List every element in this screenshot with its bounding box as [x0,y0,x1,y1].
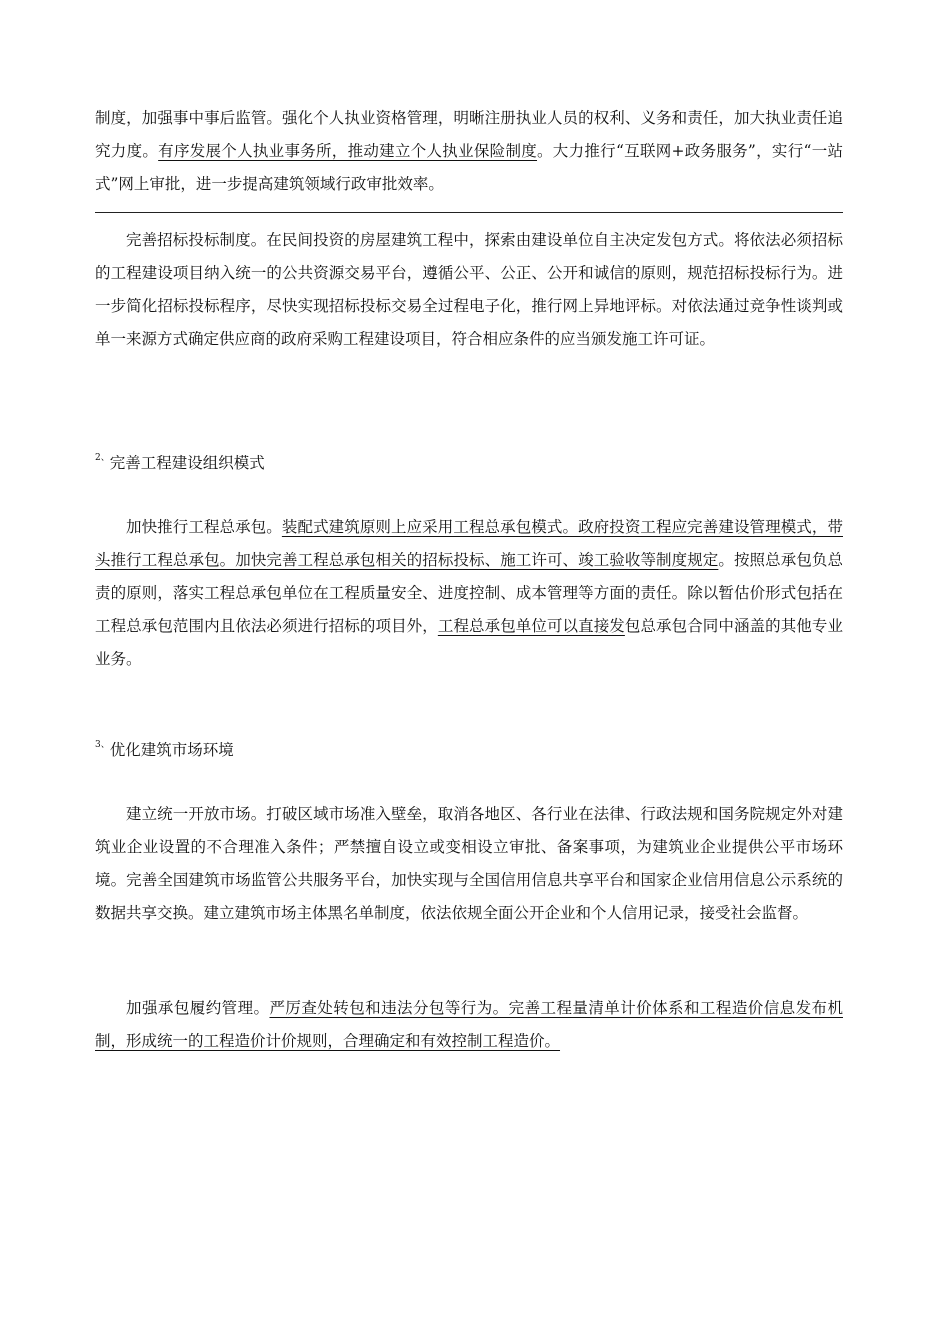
paragraph-open-market: 建立统一开放市场。打破区域市场准入壁垒，取消各地区、各行业在法律、行政法规和国务院规定外对建筑业企业设置的不合理准入条件；严禁擅自设立或变相设立审批、备案事项，为建筑业企业提供公平市场环境。完善全国建筑市场监管公共服务平台，加快实现与全国信用信息共享平台和国家企业信用信息公示系统的数据共享交换。建立建筑市场主体黑名单制度，依法依规全面公开企业和个人信用记录，接受社会监督。 [95,805,843,922]
paragraph-contract-performance [95,992,843,1058]
underlined-text: 装配式建筑原则上应采用工程总承包模式。政府投资工程应完善建设管理模式，带头推行工程总承包。加快完善工程总承包相关的招标投标、施工许可、竣工验收等制度规定 [95,518,843,569]
paragraph-supervision [95,102,843,201]
text-segment: 。大力推行“互联网+政务服务”，实行“一站式”网上审批，进一步提高建筑领域行政审批效率。 [95,142,843,193]
horizontal-rule [95,212,843,213]
section-heading-2 [95,451,265,475]
section-title: 优化建筑市场环境 [109,741,234,759]
underlined-text: 严厉查处转包和违法分包等行为。完善工程量清单计价体系和工程造价信息发布机制，形成统一的工程造价计价规则，合理确定和有效控制工程造价。 [95,999,843,1050]
text-segment: 加快推行工程总承包。 [126,518,282,536]
section-number: 3、 [95,740,110,750]
text-segment: 包总承包合同中涵盖的其他专业业务。 [95,617,843,668]
section-heading-3 [95,738,234,762]
section-title: 完善工程建设组织模式 [109,454,265,472]
text-segment: 。按照总承包负总责的原则，落实工程总承包单位在工程质量安全、进度控制、成本管理等方面的责任。除以暂估价形式包括在工程总承包范围内且依法必须进行招标的项目外， [95,551,843,635]
text-segment: 制度，加强事中事后监管。强化个人执业资格管理，明晰注册执业人员的权利、义务和责任，加大执业责任追究力度。 [95,109,843,160]
section-number: 2、 [95,453,110,463]
paragraph-general-contracting [95,511,843,676]
paragraph-bidding: 完善招标投标制度。在民间投资的房屋建筑工程中，探索由建设单位自主决定发包方式。将依法必须招标的工程建设项目纳入统一的公共资源交易平台，遵循公平、公正、公开和诚信的原则，规范招标投标行为。进一步简化招标投标程序，尽快实现招标投标交易全过程电子化，推行网上异地评标。对依法通过竞争性谈判或单一来源方式确定供应商的政府采购工程建设项目，符合相应条件的应当颁发施工许可证。 [95,231,843,348]
underlined-text: 工程总承包单位可以直接发 [437,617,625,635]
underlined-text: 有序发展个人执业事务所，推动建立个人执业保险制度 [158,142,538,160]
text-segment: 加强承包履约管理。 [126,999,270,1017]
